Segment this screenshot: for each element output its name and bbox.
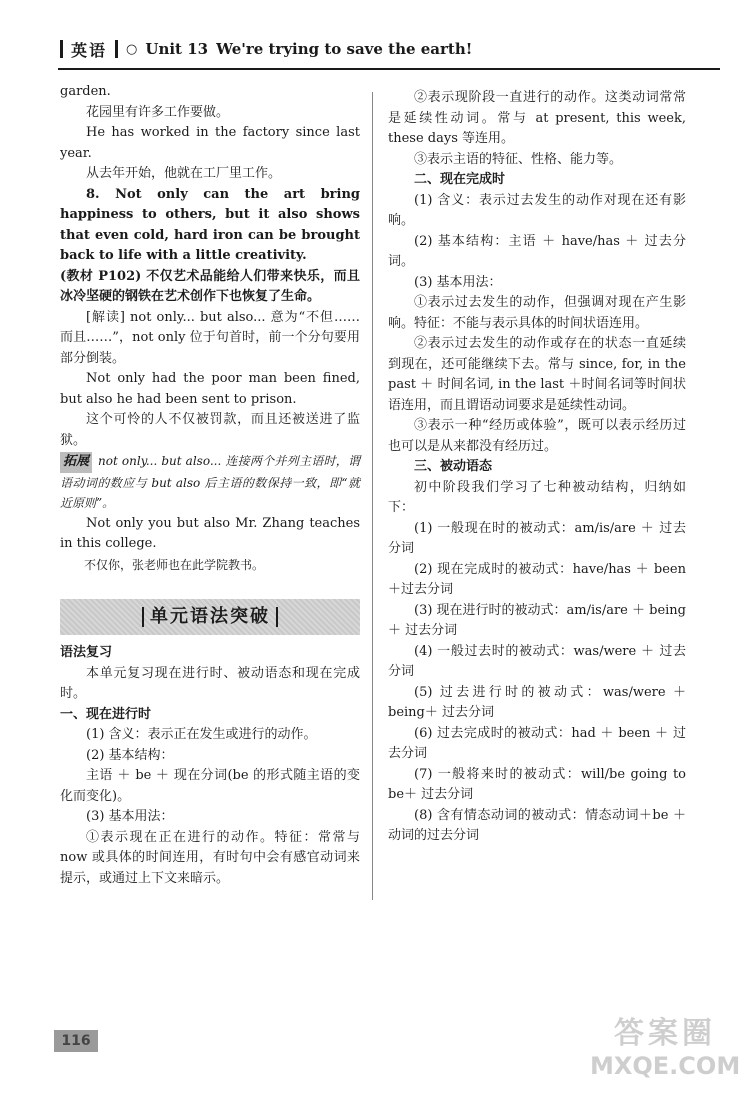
passive-item: (6) 过去完成时的被动式：had ＋ been ＋ 过去分词 [388,725,686,761]
column-divider [372,92,373,900]
extension-paragraph [60,451,360,514]
text-line: (1) 含义：表示正在发生或进行的动作。 [86,727,317,742]
header-subject: 英语 [71,40,108,60]
text-line: (2) 基本结构： [86,747,174,763]
text-line: ①表示现在正在进行的动作。特征：常常与 now 或具体的时间连用，有时句中会有感官动词来提示，或通过上下文来暗示。 [60,829,360,886]
section-title: 单元语法突破 [142,607,278,628]
translation: 这个可怜的人不仅被罚款，而且还被送进了监狱。 [60,412,360,448]
heading-passive-voice: 三、被动语态 [414,459,493,474]
text-line: (2) 基本结构：主语 ＋ have/has ＋ 过去分词。 [388,233,686,269]
subheading: 语法复习 [60,645,113,660]
page-number: 116 [54,1030,98,1052]
intro-paragraph: 本单元复习现在进行时、被动语态和现在完成时。 [60,665,360,701]
example-sentence: Not only had the poor man been fined, but also he had been sent to prison. [60,371,360,407]
left-column [60,82,360,889]
passive-item: (8) 含有情态动词的被动式：情态动词＋be ＋ 动词的过去分词 [388,807,686,843]
section-title-box [60,599,360,635]
extension-text: not only... but also... 连接两个并列主语时，谓语动词的数应与 but also 后主语的数保持一致，即“就近原则”。 [60,454,360,510]
text-line: ③表示一种“经历或体验”，既可以表示经历过也可以是从来都没有经历过。 [388,418,686,454]
watermark [590,1016,740,1080]
watermark-url: MXQE.COM [590,1052,741,1080]
text-line: 初中阶段我们学习了七种被动结构，归纳如下： [388,479,686,515]
point-8-translation: (教材 P102) 不仅艺术品能给人们带来快乐，而且冰冷坚硬的钢铁在艺术创作下也恢复了生命。 [60,268,360,304]
point-8-sentence: 8. Not only can the art bring happiness to others, but it also shows that even cold, hard iron can be brought back to life with a little creativity. [60,186,360,263]
heading-present-continuous: 一、现在进行时 [60,706,152,722]
header-unit: Unit 13 [145,40,209,58]
passive-item: (2) 现在完成时的被动式：have/has ＋ been＋过去分词 [388,561,686,597]
header-bar [60,40,63,58]
text-line: (3) 基本用法： [86,809,174,824]
text-line: ③表示主语的特征、性格、能力等。 [414,151,623,167]
passive-item: (3) 现在进行时的被动式：am/is/are ＋ being＋ 过去分词 [388,602,687,638]
passive-item: (4) 一般过去时的被动式：was/were ＋ 过去分词 [388,643,686,679]
heading-present-perfect: 二、现在完成时 [414,172,506,187]
passive-item: (7) 一般将来时的被动式：will/be going to be＋ 过去分词 [388,766,686,802]
translation: 不仅你，张老师也在此学院教书。 [84,557,265,572]
text-line: ②表示过去发生的动作或存在的状态一直延续到现在，还可能继续下去。常与 since, for, in the past ＋ 时间名词, in the last ＋时间名词等时间状语连用，而且谓语动词要求是延续性动词。 [388,336,686,413]
circle-icon: ○ [126,41,138,57]
text-line: ②表示现阶段一直进行的动作。这类动词常常是延续性动词。常与 at present, this week, these days 等连用。 [388,90,686,146]
text-line: ①表示过去发生的动作，但强调对现在产生影响。特征：不能与表示具体的时间状语连用。 [388,295,686,331]
passive-item: (1) 一般现在时的被动式：am/is/are ＋ 过去分词 [388,520,686,556]
explanation-tag: [解读] [86,309,125,325]
explanation-paragraph [60,308,360,370]
passive-item: (5) 过去进行时的被动式：was/were ＋ being＋ 过去分词 [388,684,686,720]
header-bar [115,40,118,58]
header-rule [58,68,720,70]
example-sentence: Not only you but also Mr. Zhang teaches in this college. [60,515,360,551]
text-line: garden. [60,84,111,99]
watermark-text: 答案圈 [614,1016,716,1051]
translation: 从去年开始，他就在工厂里工作。 [86,166,282,181]
translation: 花园里有许多工作要做。 [86,104,230,120]
explanation-text: not only... but also... 意为“不但……而且……”，not only 位于句首时，前一个分句要用部分倒装。 [60,309,360,366]
extension-tag: 拓展 [60,452,92,473]
example-sentence: He has worked in the factory since last year. [60,125,360,161]
running-header [60,34,710,64]
text-line: 主语 ＋ be ＋ 现在分词(be 的形式随主语的变化而变化)。 [60,768,360,804]
header-title: We're trying to save the earth! [216,40,473,58]
text-line: (1) 含义：表示过去发生的动作对现在还有影响。 [388,192,686,228]
text-line: (3) 基本用法： [414,274,502,290]
right-column [388,88,686,847]
